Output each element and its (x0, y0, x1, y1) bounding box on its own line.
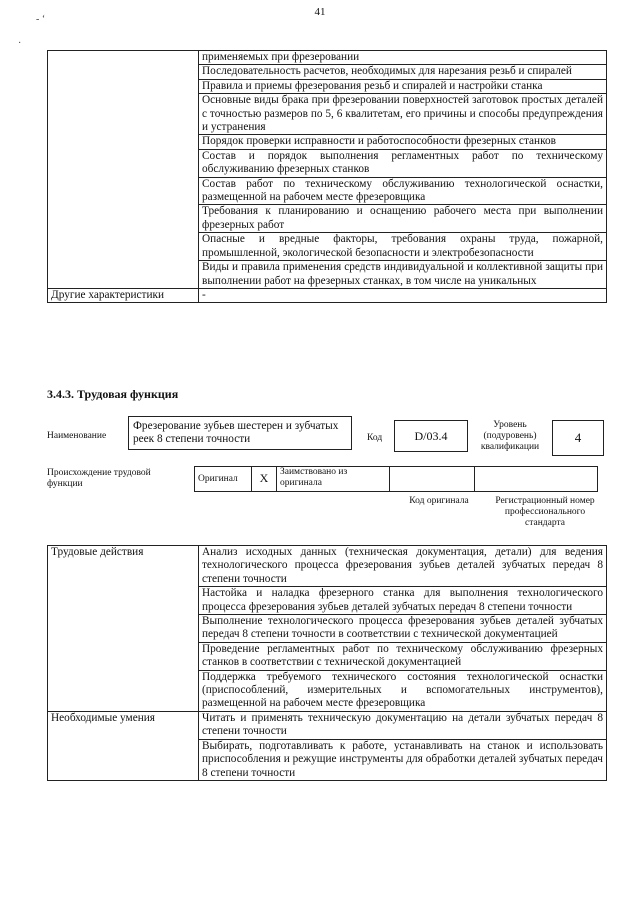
original-label: Оригинал (195, 467, 252, 492)
knowledge-row: Основные виды брака при фрезеровании поверхностей заготовок простых деталей с точностью размеров по 5, 6 квалитетам, его причины и способы предупреждения и устранения (199, 94, 607, 135)
knowledge-row: Состав и порядок выполнения регламентных работ по техническому обслуживанию фрезерных станков (199, 149, 607, 177)
knowledge-row: Последовательность расчетов, необходимых для нарезания резьб и спиралей (199, 65, 607, 79)
original-mark: X (252, 467, 277, 492)
labor-actions-label: Трудовые действия (48, 546, 199, 712)
knowledge-row: Виды и правила применения средств индивидуальной и коллективной защиты при выполнении работ на фрезерных станках, в том числе на уникальных (199, 261, 607, 289)
code-original-label: Код оригинала (409, 496, 469, 506)
knowledge-row: Опасные и вредные факторы, требования охраны труда, пожарной, промышленной, экологической безопасности и электробезопасности (199, 233, 607, 261)
code-original-cell (390, 467, 475, 492)
reg-number-cell (475, 467, 598, 492)
scan-mark: - ‘ (36, 14, 46, 25)
page-number: 41 (314, 6, 326, 18)
skill-row: Выбирать, подготавливать к работе, устанавливать на станок и использовать приспособления и режущие инструменты для обработки деталей зубчатых передач 8 степени точности (199, 739, 607, 780)
labor-action-row: Настойка и наладка фрезерного станка для выполнения технологического процесса фрезерования зубьев деталей зубчатых передач 8 степени точности (199, 587, 607, 615)
knowledge-row: применяемых при фрезеровании (199, 51, 607, 65)
scan-mark: · (18, 38, 22, 49)
labor-action-row: Поддержка требуемого технического состояния технологической оснастки (приспособлений, измерительных и вспомогательных инструментов), размещенной на рабочем месте фрезеровщика (199, 670, 607, 711)
knowledge-row: Состав работ по техническому обслуживанию технологической оснастки, размещенной на рабочем месте фрезеровщика (199, 177, 607, 205)
level-value-box: 4 (552, 420, 604, 456)
borrowed-label: Заимствовано из оригинала (277, 467, 390, 492)
level-label: Уровень (подуровень) квалификации (480, 420, 540, 452)
code-value-box: D/03.4 (394, 420, 468, 452)
knowledge-row: Порядок проверки исправности и работоспособности фрезерных станков (199, 135, 607, 149)
labor-table (47, 545, 607, 781)
skill-row: Читать и применять техническую документацию на детали зубчатых передач 8 степени точности (199, 711, 607, 739)
labor-action-row: Проведение регламентных работ по техническому обслуживанию фрезерных станков в соответствии с технической документацией (199, 642, 607, 670)
skills-label: Необходимые умения (48, 711, 199, 780)
name-label: Наименование (47, 431, 107, 441)
section-heading: 3.4.3. Трудовая функция (47, 387, 179, 401)
knowledge-row: Правила и приемы фрезерования резьб и спиралей и настройки станка (199, 79, 607, 93)
labor-action-row: Анализ исходных данных (техническая документация, детали) для ведения технологического процесса фрезерования зубьев деталей зубчатых передач 8 степени точности (199, 546, 607, 587)
function-name-box: Фрезерование зубьев шестерен и зубчатых реек 8 степени точности (128, 416, 352, 450)
origin-label: Происхождение трудовой функции (47, 468, 151, 489)
reg-number-label: Регистрационный номер профессионального стандарта (495, 496, 595, 528)
other-characteristics-value: - (199, 288, 607, 302)
origin-table (194, 466, 598, 492)
knowledge-label-cell (48, 51, 199, 289)
other-characteristics-label: Другие характеристики (48, 288, 199, 302)
labor-action-row: Выполнение технологического процесса фрезерования зубьев деталей зубчатых передач 8 степени точности в соответствии с технической документацией (199, 615, 607, 643)
knowledge-row: Требования к планированию и оснащению рабочего места при выполнении фрезерных работ (199, 205, 607, 233)
code-label: Код (367, 433, 383, 443)
knowledge-table (47, 50, 607, 303)
